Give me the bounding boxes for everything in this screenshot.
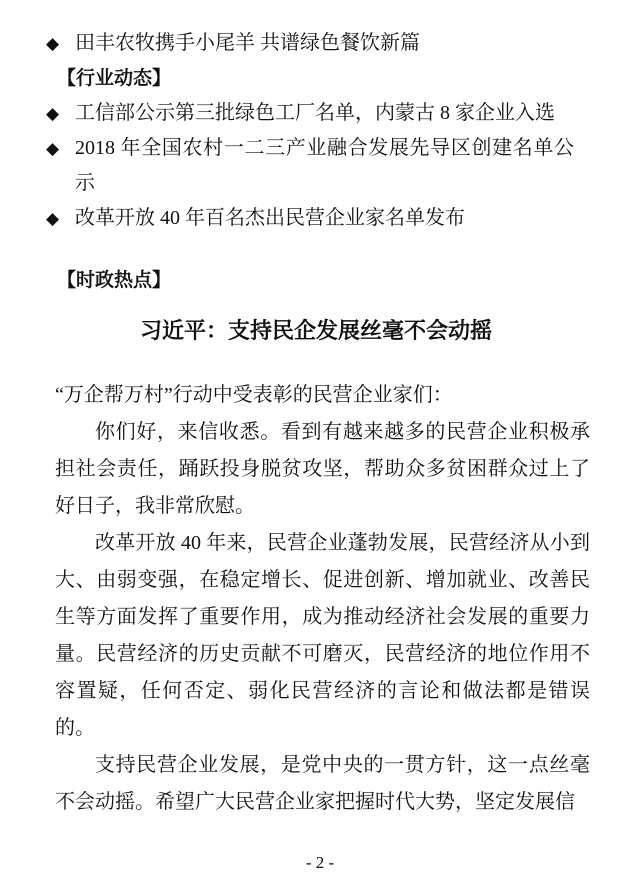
article-paragraph: 改革开放 40 年来，民营企业蓬勃发展，民营经济从小到大、由弱变强，在稳定增长、促进创新、增加就业、改善民生等方面发挥了重要作用，成为推动经济社会发展的重要力量。民营经济的历史贡献不可磨灭，民营经济的地位作用不容置疑，任何否定、弱化民营经济的言论和做法都是错误的。 — [55, 532, 590, 739]
page-footer — [0, 853, 640, 873]
news-brief-text: 工信部公示第三批绿色工厂名单，内蒙古 8 家企业入选 — [75, 102, 555, 124]
article-paragraph: 支持民营企业发展，是党中央的一贯方针，这一点丝毫不会动摇。希望广大民营企业家把握时代大势，坚定发展信 — [55, 754, 590, 813]
article-body — [55, 377, 590, 821]
news-brief-item — [40, 201, 592, 236]
news-brief-text: 改革开放 40 年百名杰出民营企业家名单发布 — [75, 207, 465, 229]
diamond-bullet-icon: ◆ — [46, 34, 60, 53]
article-title: 习近平：支持民企发展丝毫不会动摇 — [139, 318, 492, 343]
news-brief-item — [40, 131, 592, 201]
section-heading-industry: 【行业动态】 — [57, 68, 172, 89]
diamond-bullet-icon: ◆ — [46, 139, 60, 158]
news-brief-item — [40, 96, 592, 131]
news-brief-item — [40, 26, 592, 61]
article-salutation: “万企帮万村”行动中受表彰的民营企业家们： — [55, 384, 453, 406]
section-heading-politics: 【时政热点】 — [57, 270, 172, 291]
news-brief-text: 田丰农牧携手小尾羊 共谱绿色餐饮新篇 — [75, 32, 420, 54]
page-number: - 2 - — [305, 853, 335, 872]
article-paragraph: 你们好，来信收悉。看到有越来越多的民营企业积极承担社会责任，踊跃投身脱贫攻坚，帮助众多贫困群众过上了好日子，我非常欣慰。 — [55, 421, 590, 517]
diamond-bullet-icon: ◆ — [46, 209, 60, 228]
news-brief-text: 2018 年全国农村一二三产业融合发展先导区创建名单公示 — [75, 137, 574, 194]
diamond-bullet-icon: ◆ — [46, 104, 60, 123]
